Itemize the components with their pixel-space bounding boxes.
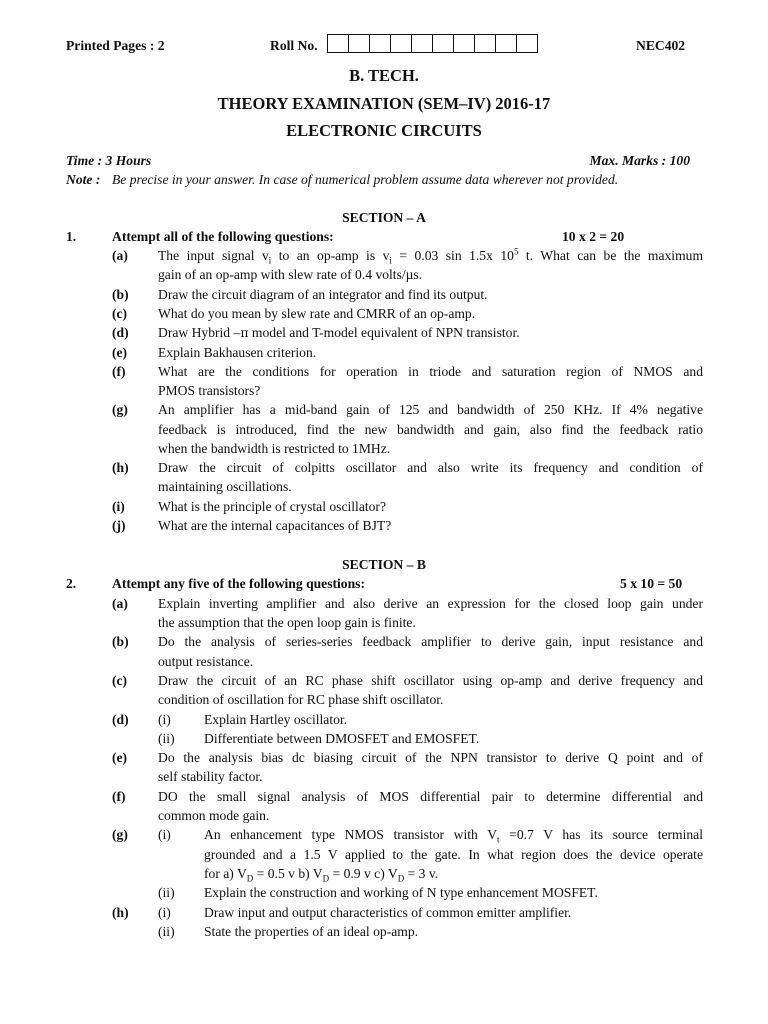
subitem-label: (i) xyxy=(158,905,171,920)
item-text: An amplifier has a mid-band gain of 125 and bandwidth of 250 KHz. If 4% negative xyxy=(158,402,703,417)
item-label: (h) xyxy=(112,905,129,920)
roll-no-boxes xyxy=(328,34,538,53)
section-b-title xyxy=(0,555,768,575)
item-1g-cont xyxy=(0,420,768,440)
item-2b xyxy=(0,632,768,652)
item-label: (d) xyxy=(112,325,129,340)
item-2h xyxy=(0,903,768,923)
item-1c xyxy=(0,304,768,324)
item-2d xyxy=(0,710,768,730)
item-label: (e) xyxy=(112,345,128,360)
time-allowed: Time : 3 Hours xyxy=(66,153,152,168)
item-text: Differentiate between DMOSFET and EMOSFET. xyxy=(204,731,480,746)
item-text: self stability factor. xyxy=(158,769,263,784)
item-2h-ii xyxy=(0,922,768,942)
item-text: gain of an op-amp with slew rate of 0.4 volts/µs. xyxy=(158,267,423,282)
item-text: Explain Hartley oscillator. xyxy=(204,712,348,727)
roll-no-box xyxy=(348,34,370,53)
item-1f-cont xyxy=(0,381,768,401)
item-text: Do the analysis of series-series feedback amplifier to derive gain, input resistance and xyxy=(158,634,703,649)
item-text: What are the internal capacitances of BJT? xyxy=(158,518,392,533)
item-text: maintaining oscillations. xyxy=(158,479,292,494)
item-2c xyxy=(0,671,768,691)
item-text: grounded and a 1.5 V applied to the gate. In what region does the device operate xyxy=(204,847,703,862)
item-1d xyxy=(0,323,768,343)
question-marks: 10 x 2 = 20 xyxy=(562,229,625,244)
item-text: Draw the circuit diagram of an integrator and find its output. xyxy=(158,287,488,302)
roll-no-box xyxy=(390,34,412,53)
section-a-title-text: SECTION – A xyxy=(342,210,426,225)
item-2b-cont xyxy=(0,652,768,672)
item-label: (d) xyxy=(112,712,129,727)
item-text: What is the principle of crystal oscillator? xyxy=(158,499,386,514)
question-number: 1. xyxy=(66,229,77,244)
item-text: Explain the construction and working of N type enhancement MOSFET. xyxy=(204,885,598,900)
item-2d-ii xyxy=(0,729,768,749)
item-label: (c) xyxy=(112,306,128,321)
item-label: (i) xyxy=(112,499,125,514)
subitem-label: (i) xyxy=(158,827,171,842)
item-1h xyxy=(0,458,768,478)
note-text: Be precise in your answer. In case of numerical problem assume data wherever not provided. xyxy=(112,172,619,187)
item-text: What are the conditions for operation in triode and saturation region of NMOS and xyxy=(158,364,703,379)
item-label: (f) xyxy=(112,789,126,804)
roll-no-box xyxy=(432,34,454,53)
section-b-title-text: SECTION – B xyxy=(342,557,426,572)
paper-code: NEC402 xyxy=(636,38,686,53)
roll-no-box xyxy=(474,34,496,53)
item-1f xyxy=(0,362,768,382)
item-text: What do you mean by slew rate and CMRR of an op-amp. xyxy=(158,306,476,321)
item-1e xyxy=(0,343,768,363)
item-text: Draw Hybrid –π model and T-model equivalent of NPN transistor. xyxy=(158,325,520,340)
section-a-title xyxy=(0,208,768,228)
subitem-label: (i) xyxy=(158,712,171,727)
item-text: Explain inverting amplifier and also derive an expression for the closed loop gain under xyxy=(158,596,703,611)
roll-no-box xyxy=(369,34,391,53)
item-text: the assumption that the open loop gain is finite. xyxy=(158,615,416,630)
item-1g xyxy=(0,400,768,420)
roll-no-box xyxy=(453,34,475,53)
item-text: PMOS transistors? xyxy=(158,383,261,398)
item-1a xyxy=(0,246,768,266)
subitem-label: (ii) xyxy=(158,924,175,939)
item-text: Draw input and output characteristics of common emitter amplifier. xyxy=(204,905,572,920)
page-header xyxy=(0,34,768,54)
item-text: State the properties of an ideal op-amp. xyxy=(204,924,419,939)
note-label: Note : xyxy=(66,172,101,187)
item-text: Explain Bakhausen criterion. xyxy=(158,345,317,360)
question-instruction: Attempt all of the following questions: xyxy=(112,229,334,244)
roll-no-label: Roll No. xyxy=(270,38,318,53)
roll-no-box xyxy=(411,34,433,53)
item-label: (j) xyxy=(112,518,126,533)
item-2g xyxy=(0,825,768,845)
item-text: An enhancement type NMOS transistor with $V_t =0.7$ V has its source terminal xyxy=(204,827,703,845)
roll-no-box xyxy=(495,34,517,53)
item-2e-cont xyxy=(0,767,768,787)
item-2f xyxy=(0,787,768,807)
item-2g-cont xyxy=(0,845,768,865)
item-label: (b) xyxy=(112,634,129,649)
roll-no-box xyxy=(516,34,538,53)
max-marks: Max. Marks : 100 xyxy=(589,153,690,168)
roll-no-box xyxy=(327,34,349,53)
item-text: feedback is introduced, find the new bandwidth and gain, also find the feedback ratio xyxy=(158,422,703,437)
item-label: (g) xyxy=(112,827,128,842)
meta-row xyxy=(0,151,768,171)
question-number: 2. xyxy=(66,576,77,591)
item-2c-cont xyxy=(0,690,768,710)
item-label: (a) xyxy=(112,248,128,263)
item-label: (a) xyxy=(112,596,128,611)
item-label: (f) xyxy=(112,364,126,379)
item-text: condition of oscillation for RC phase shift oscillator. xyxy=(158,692,444,707)
item-1b xyxy=(0,285,768,305)
item-2e xyxy=(0,748,768,768)
item-1j xyxy=(0,516,768,536)
item-2g-ii xyxy=(0,883,768,903)
printed-pages: Printed Pages : 2 xyxy=(66,38,165,53)
item-text: The input signal $v_i$ to an op-amp is $v_i = 0.03$ sin 1.5x $10^5$ t. What can be the maximum xyxy=(158,246,704,266)
subject-title: ELECTRONIC CIRCUITS xyxy=(286,121,482,140)
item-1g-cont2 xyxy=(0,439,768,459)
subitem-label: (ii) xyxy=(158,885,175,900)
item-text: DO the small signal analysis of MOS differential pair to determine differential and xyxy=(158,789,703,804)
question-1-heading xyxy=(0,227,768,247)
item-text: Draw the circuit of colpitts oscillator and also write its frequency and condition of xyxy=(158,460,703,475)
item-1i xyxy=(0,497,768,517)
question-2-heading xyxy=(0,574,768,594)
item-text: Do the analysis bias dc biasing circuit of the NPN transistor to derive Q point and of xyxy=(158,750,703,765)
item-2a xyxy=(0,594,768,614)
subitem-label: (ii) xyxy=(158,731,175,746)
item-2g-cont2 xyxy=(0,864,768,884)
item-text: when the bandwidth is restricted to 1MHz. xyxy=(158,441,391,456)
item-text: common mode gain. xyxy=(158,808,270,823)
item-label: (b) xyxy=(112,287,129,302)
degree-title: B. TECH. xyxy=(349,66,419,85)
item-2f-cont xyxy=(0,806,768,826)
note-row xyxy=(0,170,768,190)
item-text: Draw the circuit of an RC phase shift oscillator using op-amp and derive frequency and xyxy=(158,673,703,688)
item-1h-cont xyxy=(0,477,768,497)
item-label: (e) xyxy=(112,750,128,765)
item-1a-cont xyxy=(0,265,768,285)
question-instruction: Attempt any five of the following questions: xyxy=(112,576,365,591)
exam-title: THEORY EXAMINATION (SEM–IV) 2016-17 xyxy=(217,94,551,113)
item-label: (h) xyxy=(112,460,129,475)
question-marks: 5 x 10 = 50 xyxy=(620,576,683,591)
item-text: output resistance. xyxy=(158,654,254,669)
item-text: for a) $V_D = 0.5$ v b) $V_D = 0.9$ v c) $V_D = 3$ v. xyxy=(204,866,439,884)
item-2a-cont xyxy=(0,613,768,633)
item-label: (c) xyxy=(112,673,128,688)
item-label: (g) xyxy=(112,402,128,417)
